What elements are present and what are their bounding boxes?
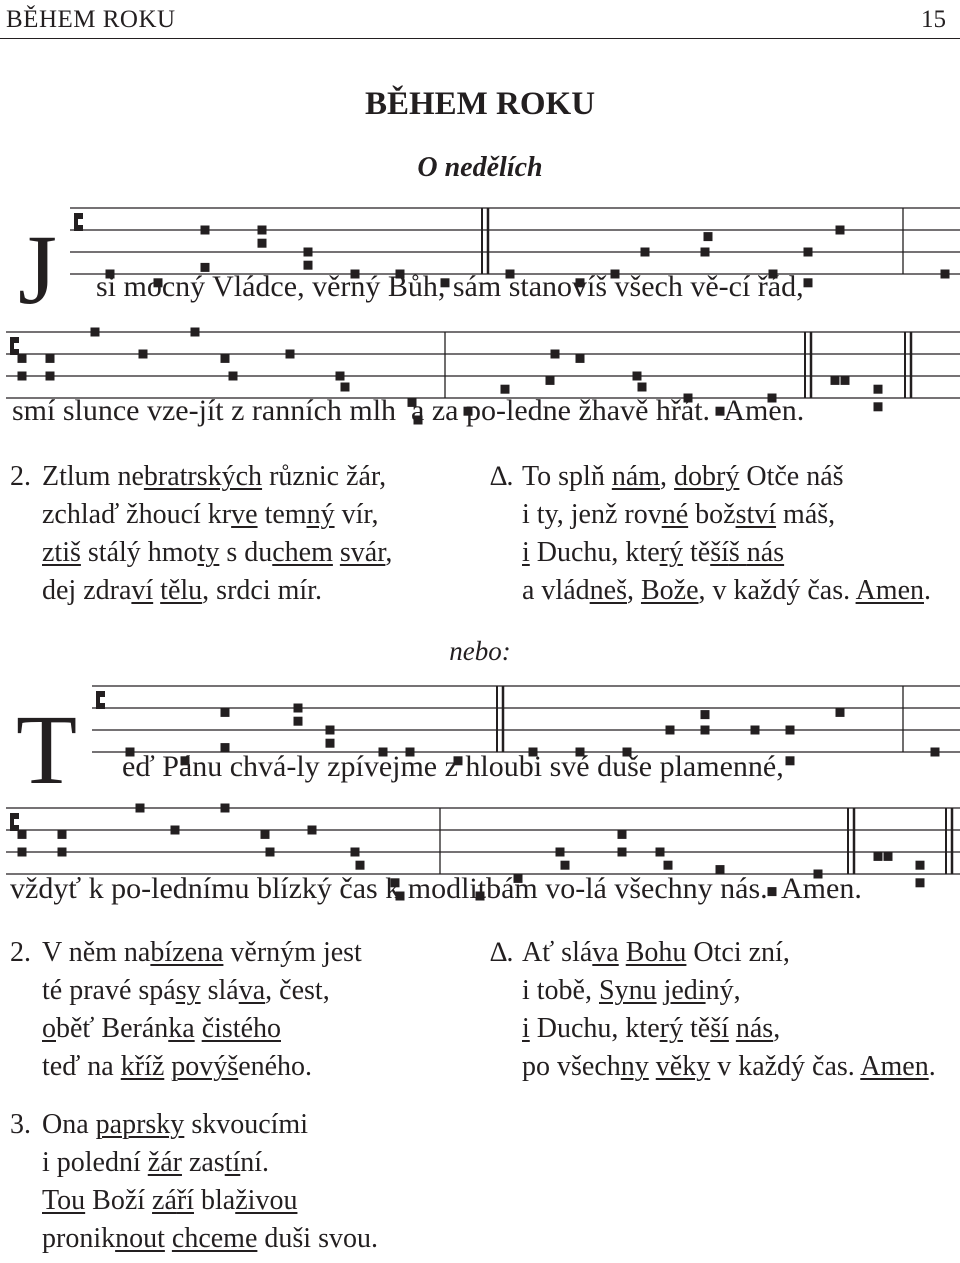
hymn2-verse-2: 2. V něm nabízena věrným jest té pravé spásy sláva, čest, oběť Beránka čistého teď na kříž povýšeného. [10, 934, 362, 1086]
hymn1-initial: J [18, 214, 57, 325]
running-head: BĚHEM ROKU [6, 6, 176, 33]
verse-number: 2. [10, 461, 31, 492]
hymn1-lyric-line1: si mocný Vládce, věrný Bůh, sám stanovíš všech vě-cí řád, [96, 270, 804, 303]
page-title: BĚHEM ROKU [364, 86, 596, 122]
hymn2-initial: T [16, 694, 78, 805]
section-subtitle: O nedělích [417, 152, 543, 183]
doxology-mark: ∆. [490, 461, 515, 492]
hymn1-doxology: ∆. To splň nám, dobrý Otče náš i ty, jenž rovné božství máš, i Duchu, který těšíš nás a vládneš, Bože, v každý čas. Amen. [490, 458, 931, 610]
alternative-label: nebo: [449, 636, 511, 666]
verse-number: 3. [10, 1109, 31, 1140]
hymn1-lyric-line2: smí slunce vze-jít z ranních mlh a za po-ledne žhavě hřát. Amen. [12, 394, 805, 427]
hymn2-lyric-line1: eď Pánu chvá-ly zpívejme z hloubi své duše plamenné, [122, 750, 784, 783]
hymn2-verse-3: 3. Ona paprsky skvoucími i polední žár zastíní. Tou Boží září blaživou proniknout chceme duši svou. [10, 1106, 378, 1258]
hymn2-doxology: ∆. Ať sláva Bohu Otci zní, i tobě, Synu jediný, i Duchu, který těší nás, po všechny věky v každý čas. Amen. [490, 934, 936, 1086]
doxology-mark: ∆. [490, 937, 515, 968]
page-number: 15 [921, 6, 946, 33]
hymn1-verse-2: 2. Ztlum nebratrských různic žár, zchlaď žhoucí krve temný vír, ztiš stálý hmoty s duchem svár, dej zdraví tělu, srdci mír. [10, 458, 392, 610]
verse-number: 2. [10, 937, 31, 968]
hymn2-lyric-line2: vždyť k po-lednímu blízký čas k modlitbám vo-lá všechny nás. Amen. [10, 872, 862, 905]
